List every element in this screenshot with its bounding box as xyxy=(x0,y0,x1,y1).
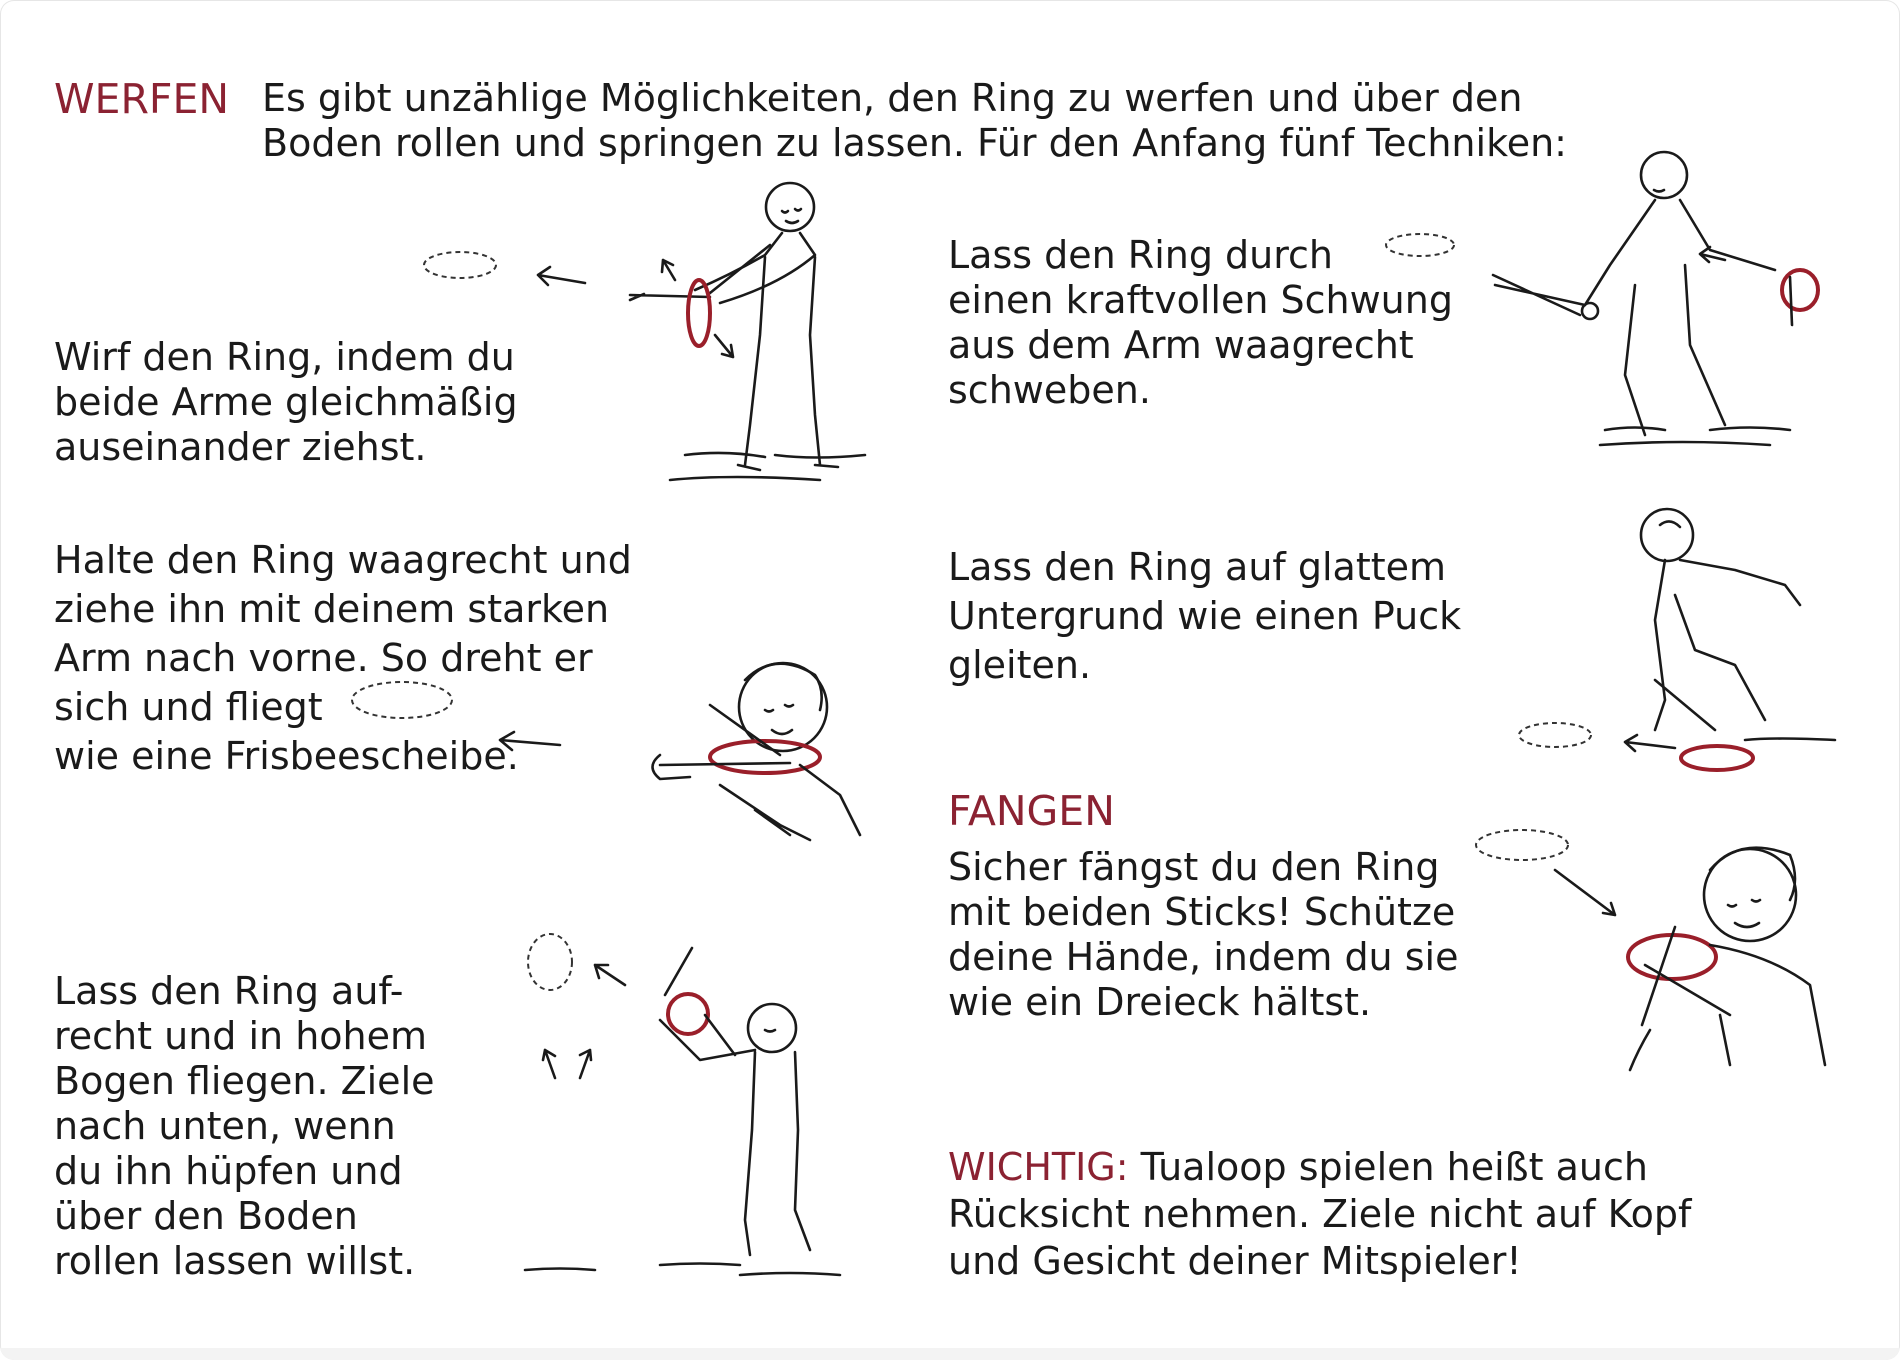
puck-slide-illustration xyxy=(1505,500,1865,790)
technique-high-arc: Lass den Ring auf- recht und in hohem Bogen fliegen. Ziele nach unten, wenn du ihn hüpfen und über den Boden rollen lassen willst. xyxy=(54,969,435,1283)
throwing-heading: WERFEN xyxy=(54,75,230,123)
important-label: WICHTIG: xyxy=(948,1145,1129,1189)
technique-two-arm-pull: Wirf den Ring, indem du beide Arme gleichmäßig auseinander ziehst. xyxy=(54,335,518,469)
important-note xyxy=(948,1144,1691,1285)
frisbee-throw-illustration xyxy=(360,645,880,875)
technique-frisbee: Halte den Ring waagrecht und ziehe ihn mit deinem starken Arm nach vorne. So dreht er sich und fliegt wie eine Frisbeescheibe. xyxy=(54,538,632,778)
two-arm-pull-throw-illustration xyxy=(420,175,880,505)
catching-heading: FANGEN xyxy=(948,787,1115,835)
technique-arm-swing: Lass den Ring durch einen kraftvollen Schwung aus dem Arm waagrecht schweben. xyxy=(948,233,1453,412)
important-text: Tualoop spielen heißt auch Rücksicht nehmen. Ziele nicht auf Kopf und Gesicht deiner Mitspieler! xyxy=(948,1145,1692,1283)
stick-catch-illustration xyxy=(1460,815,1840,1085)
technique-puck-slide: Lass den Ring auf glattem Untergrund wie einen Puck gleiten. xyxy=(948,545,1462,687)
high-arc-throw-illustration xyxy=(520,930,900,1310)
throwing-intro: Es gibt unzählige Möglichkeiten, den Ring zu werfen und über den Boden rollen und springen zu lassen. Für den Anfang fünf Techniken: xyxy=(262,76,1567,165)
page-bottom-edge xyxy=(0,1348,1900,1360)
catching-text: Sicher fängst du den Ring mit beiden Sticks! Schütze deine Hände, indem du sie wie ein Dreieck hältst. xyxy=(948,845,1459,1024)
arm-swing-throw-illustration xyxy=(1380,145,1860,465)
